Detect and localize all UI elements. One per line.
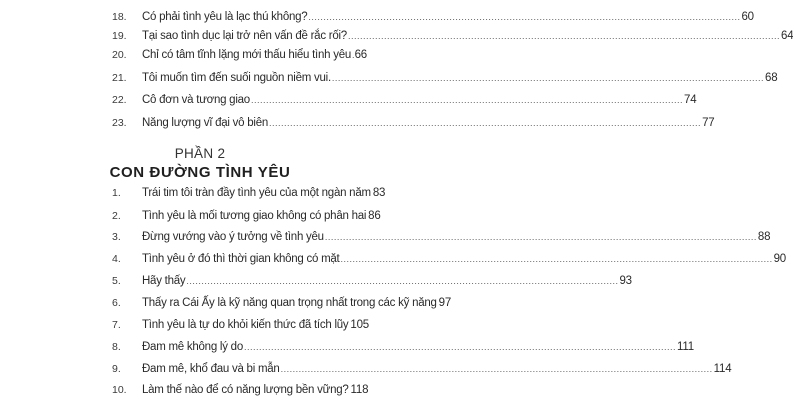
toc-entry-number: 18. <box>112 11 127 23</box>
toc-dot-leader: ................................................................................................................................................ <box>280 364 713 374</box>
toc-entry[interactable] <box>112 228 771 246</box>
toc-entry-page: 114 <box>713 363 732 375</box>
toc-entry-title: Làm thế nào để có năng lượng bền vững? <box>142 384 349 396</box>
toc-entry-title: Tình yêu là tự do khỏi kiến thức đã tích lũy <box>142 319 349 331</box>
toc-entry[interactable] <box>112 69 778 87</box>
toc-entry-page: 77 <box>702 117 715 129</box>
toc-entry-title: Tại sao tình dục lại trở nên vấn đề rắc rối? <box>142 30 347 42</box>
toc-dot-leader: ................................................................................................................................................ <box>250 95 684 105</box>
toc-entry-page: 93 <box>619 275 632 287</box>
toc-entry[interactable] <box>112 207 381 225</box>
toc-entry-page: 83 <box>372 187 386 199</box>
toc-dot-leader: ................................................................................................................................................ <box>268 118 702 128</box>
toc-entry-title: Đừng vướng vào ý tưởng về tình yêu <box>142 231 324 243</box>
toc-entry-title: Có phải tình yêu là lạc thú không? <box>142 11 308 23</box>
toc-dot-leader: ................................................................................................................................................ <box>324 232 757 242</box>
toc-entry[interactable] <box>112 294 452 312</box>
toc-entry[interactable] <box>112 114 715 132</box>
toc-entry-number: 6. <box>112 297 121 309</box>
toc-entry-title: Tình yêu là mối tương giao không có phân hai <box>142 210 367 222</box>
toc-entry-number: 1. <box>112 187 121 199</box>
toc-entry-number: 19. <box>112 30 127 42</box>
toc-entry[interactable] <box>112 381 367 399</box>
toc-entry-number: 23. <box>112 117 127 129</box>
toc-dot-leader <box>352 46 354 64</box>
toc-entry-page: 86 <box>368 210 381 222</box>
toc-entry[interactable] <box>112 46 367 64</box>
toc-entry[interactable] <box>112 8 754 26</box>
toc-entry-title: Đam mê không lý do <box>142 341 243 353</box>
toc-entry-title: Hãy thấy <box>142 275 186 287</box>
toc-entry-page: 60 <box>741 11 754 23</box>
toc-entry-number: 7. <box>112 319 121 331</box>
toc-entry-page: 105 <box>350 319 369 331</box>
toc-entry-number: 20. <box>112 49 127 61</box>
toc-entry[interactable] <box>112 360 732 378</box>
toc-entry-number: 4. <box>112 253 121 265</box>
toc-entry[interactable] <box>112 316 367 334</box>
toc-dot-leader: ................................................................................................................................................ <box>331 73 764 83</box>
toc-entry-title: Trái tim tôi tràn đầy tình yêu của một ngàn năm <box>142 187 371 199</box>
toc-entry-page: 74 <box>684 94 697 106</box>
toc-entry[interactable] <box>112 272 632 290</box>
toc-entry-number: 5. <box>112 275 121 287</box>
toc-entry-page: 118 <box>350 384 369 396</box>
toc-entry[interactable] <box>112 338 694 356</box>
toc-entry[interactable] <box>112 250 786 268</box>
part-label: PHẦN 2 <box>174 146 226 161</box>
toc-dot-leader: ................................................................................................................................................ <box>347 31 781 41</box>
toc-entry-page: 66 <box>354 49 367 61</box>
toc-entry-page: 111 <box>677 341 694 353</box>
toc-entry-title: Cô đơn và tương giao <box>142 94 250 106</box>
toc-entry-title: Năng lượng vĩ đại vô biên <box>142 117 268 129</box>
toc-dot-leader: ................................................................................................................................................ <box>243 342 677 352</box>
toc-entry-title: Tôi muốn tìm đến suối nguồn niềm vui. <box>142 72 331 84</box>
toc-entry-title: Tình yêu ở đó thì thời gian không có mặt <box>142 253 340 265</box>
toc-entry-number: 2. <box>112 210 121 222</box>
toc-entry-page: 88 <box>757 231 771 243</box>
toc-entry-number: 21. <box>112 72 127 84</box>
toc-dot-leader: ................................................................................................................................................ <box>308 12 741 22</box>
toc-entry-number: 9. <box>112 363 121 375</box>
toc-entry-number: 3. <box>112 231 121 243</box>
toc-entry[interactable] <box>112 91 697 109</box>
toc-entry-page: 90 <box>773 253 786 265</box>
toc-entry-number: 8. <box>112 341 121 353</box>
toc-dot-leader: ................................................................................................................................................ <box>186 276 619 286</box>
toc-entry-page: 68 <box>765 72 778 84</box>
toc-entry-page: 97 <box>438 297 452 309</box>
toc-entry-title: Thấy ra Cái Ấy là kỹ năng quan trọng nhất trong các kỹ năng <box>142 297 437 309</box>
toc-entry-title: Chỉ có tâm tĩnh lặng mới thấu hiểu tình yêu <box>142 49 352 61</box>
toc-entry-number: 22. <box>112 94 127 106</box>
toc-entry-number: 10. <box>112 384 127 396</box>
toc-entry[interactable] <box>112 184 386 202</box>
toc-entry-page: 64 <box>781 30 793 42</box>
toc-entry-title: Đam mê, khổ đau và bi mẫn <box>142 363 280 375</box>
toc-entry[interactable] <box>112 27 793 45</box>
part-title: CON ĐƯỜNG TÌNH YÊU <box>109 164 291 181</box>
toc-dot-leader: ................................................................................................................................................ <box>340 254 773 264</box>
